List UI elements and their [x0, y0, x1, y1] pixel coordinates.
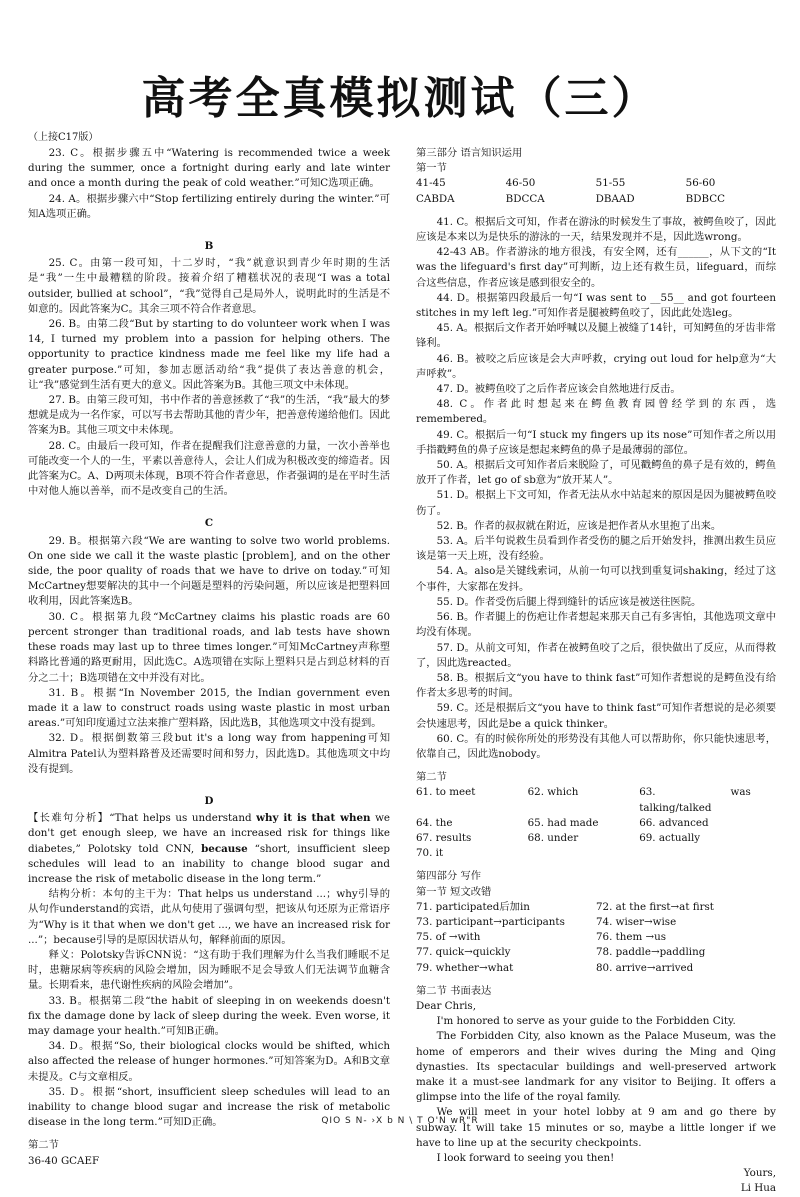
sec2-row — [416, 816, 776, 831]
correction-row — [416, 900, 776, 915]
answer-25: 25. C。由第一段可知，十二岁时，“我”就意识到青少年时期的生活是“我”一生中最糟糕的阶段。接着介绍了糟糕状况的表现“I was a total outsider, bullied at school”，“我”觉得自己是局外人，说明此时的生活是不如意的。因此答案为C。其余三项不符合作者意思。 — [28, 257, 390, 315]
right-column — [416, 146, 776, 1197]
answer-28: 28. C。由最后一段可知，作者在提醒我们注意善意的力量，一次小善举也可能改变一个人的一生，平素以善意待人，会让人们成为积极改变的缔造者。因此答案为C。A、D两项未体现，B项不符合作者意思，作者强调的是在平时生活中对他人施以善举，而不是改变自己的生活。 — [28, 439, 390, 498]
answer-group: 41-45 CABDA — [416, 177, 455, 205]
answer-group: 56-60 BDBCC — [685, 177, 725, 205]
correction-item: 79. whether→what — [416, 961, 514, 974]
answer-26: 26. B。由第二段“But by starting to do volunteer work when I was 14, I turned my problem into a passion for helping others. The opportunity to practice kindness made me feel like my life had a greater purpose.”可知，参加志愿活动给“我”提供了表达善意的机会，让“我”感觉到生活有更大的意义。因此答案为B。其他三项文中未体现。 — [28, 318, 390, 391]
answer-35: 35. D。根据“short, insufficient sleep schedules will lead to an inability to change blood sugar and increase the risk of metabolic disease in the long term.”可知D正确。 — [28, 1085, 390, 1129]
answer-29: 29. B。根据第六段“We are wanting to solve two world problems. On one side we call it the waste plastic [problem], and on the other side, the poor quality of roads that we have to drive on today.”可知McCartney想要解决的其中一个问题是塑料的污染问题，所以应该是把塑料回收利用，因此答案选B。 — [28, 534, 390, 608]
sec2-row — [416, 785, 776, 815]
answer-key-row — [416, 176, 776, 206]
answer-45: 45. A。根据后文作者开始呼喊以及腿上被缝了14针，可知鳄鱼的牙齿非常锋利。 — [416, 322, 776, 350]
correction-item: 74. wiser→wise — [596, 915, 677, 928]
answer-44: 44. D。根据第四段最后一句“I was sent to __55__ and got fourteen stitches in my left leg.”可知作者是腿被鳄鱼咬了，因此此处选leg。 — [416, 291, 776, 320]
answer-55: 55. D。作者受伤后腿上得到缝针的话应该是被送往医院。 — [436, 595, 702, 608]
fill-answer: 69. actually — [639, 831, 701, 844]
correction-item: 80. arrive→arrived — [596, 961, 694, 974]
answer-33: 33. B。根据第二段“the habit of sleeping in on weekends doesn't fix the damage done by lack of sleep during the week. Even worse, it may damage your health.”可知B正确。 — [28, 994, 390, 1037]
letter-paragraph: We will meet in your hotel lobby at 9 am and go there by subway. It will take 15 minutes or so, maybe a little longer if we have to line up at the security checkpoints. — [416, 1106, 776, 1149]
letter-signature: Li Hua — [740, 1182, 776, 1195]
answer-group: 51-55 DBAAD — [595, 177, 635, 205]
answer-54: 54. A。also是关键线索词，从前一句可以找到重复词shaking，经过了这个事件，大家都在发抖。 — [416, 565, 776, 593]
answer-24: 24. A。根据步骤六中“Stop fertilizing entirely during the winter.”可知A选项正确。 — [28, 192, 390, 220]
correction-item: 76. them →us — [596, 931, 667, 944]
answer-30: 30. C。根据第九段“McCartney claims his plastic roads are 60 percent stronger than traditional roads, and lab tests have shown these roads may last up to three times longer.”可知McCartney声称塑料路比普通的路更耐用，因此选C。A选项错在实际上塑料只是占到总材料的百分之二十；B选项错在文中并没有对比。 — [28, 610, 390, 684]
answer-41: 41. C。根据后文可知，作者在游泳的时候发生了事故，被鳄鱼咬了，因此应该是本来以为是快乐的游泳的一天，结果发现并不是，因此选wrong。 — [416, 215, 776, 244]
fill-answer: 62. which — [527, 786, 579, 799]
part2-answers: 36-40 GCAEF — [28, 1154, 100, 1167]
letter-greeting: Dear Chris, — [416, 999, 476, 1012]
sec2-heading: 第二节 — [416, 771, 447, 784]
correction-item: 77. quick→quickly — [416, 946, 511, 959]
answer-53: 53. A。后半句说救生员看到作者受伤的腿之后开始发抖，推测出救生员应该是第一天上班，没有经验。 — [416, 535, 776, 563]
section-d-heading: D — [204, 794, 214, 807]
fill-answer: 64. the — [416, 816, 453, 829]
answer-57: 57. D。从前文可知，作者在被鳄鱼咬了之后，很快做出了反应，从而得救了，因此选reacted。 — [416, 641, 776, 669]
long-sentence-analysis: 【长难句分析】“That helps us understand why it is that when we don't get enough sleep, we have an increased risk for things like diabetes,” Polotsky told CNN, because “short, insufficient sleep schedules will lead to an inability to change blood sugar and increase the risk of metabolic disease in the long term.” — [28, 812, 391, 885]
left-column — [28, 146, 390, 1169]
correction-item: 75. of →with — [416, 931, 481, 944]
answer-32: 32. D。根据倒数第三段but it's a long way from happening可知Almitra Patel认为塑料路普及还需要时间和努力，因此选D。其他选项文中均没有提到。 — [28, 732, 390, 775]
page-title: 高考全真模拟测试（三） — [141, 73, 659, 124]
answer-34: 34. D。根据“So, their biological clocks would be shifted, which also affected the release of hunger hormones.”可知答案为D。A和B文章未提及。C与文章相反。 — [28, 1040, 390, 1083]
answer-58: 58. B。根据后文“you have to think fast”可知作者想说的是鳄鱼没有给作者太多思考的时间。 — [416, 671, 776, 700]
fill-answer: 61. to meet — [416, 786, 476, 799]
answer-27: 27. B。由第三段可知，书中作者的善意拯救了“我”的生活，“我”最大的梦想就是成为一名作家，可以写书去帮助其他的青少年，把善意传递给他们。因此答案为B。其他三项文中未体现。 — [28, 394, 390, 437]
page-footer: QIO S N- ›X b N \ T O'N wR"R — [321, 1116, 479, 1126]
fill-answer: 67. results — [416, 831, 472, 844]
answer-48: 48. C。作者此时想起来在鳄鱼教育园曾经学到的东西，选remembered。 — [416, 398, 776, 426]
answer-51: 51. D。根据上下文可知，作者无法从水中站起来的原因是因为腿被鳄鱼咬伤了。 — [416, 489, 776, 517]
correction-row — [416, 945, 776, 960]
part3-subheading: 第一节 — [416, 162, 447, 175]
fill-answer: 70. it — [416, 847, 444, 860]
correction-row — [416, 915, 776, 930]
fill-answer: 66. advanced — [639, 816, 709, 829]
answer-46: 46. B。被咬之后应该是会大声呼救，crying out loud for help意为“大声呼救”。 — [416, 352, 776, 380]
answer-59: 59. C。还是根据后文“you have to think fast”可知作者想说的是必须要会快速思考，因此是be a quick thinker。 — [416, 702, 776, 730]
sec2-row — [416, 846, 776, 861]
fill-answer: 68. under — [527, 831, 579, 844]
part4-sec2-heading: 第二节 书面表达 — [416, 984, 492, 997]
answer-56: 56. B。作者腿上的伤疤让作者想起来那天自己有多害怕，其他选项文章中均没有体现。 — [416, 611, 776, 639]
answer-50: 50. A。根据后文可知作者后来脱险了，可见戳鳄鱼的鼻子是有效的，鳄鱼放开了作者，let go of sb意为“放开某人”。 — [416, 459, 776, 487]
fill-answer: 65. had made — [527, 816, 599, 829]
section-b-heading: B — [204, 240, 214, 253]
answer-23: 23. C。根据步骤五中“Watering is recommended twice a week during the summer, once a fortnight during early and late winter and once a month during the peak of cold weather.”可知C选项正确。 — [28, 147, 390, 190]
correction-item: 72. at the first→at first — [596, 900, 714, 913]
answer-49: 49. C。根据后一句“I stuck my fingers up its nose”可知作者之所以用手指戳鳄鱼的鼻子应该是想起来鳄鱼的鼻子是最薄弱的部位。 — [416, 428, 776, 456]
answer-42-43: 42-43 AB。作者游泳的地方很浅，有安全网，还有______，从下文的“It was the lifeguard's first day”可判断，边上还有救生员，lifeguard，而综合这些信息，作者应该是感到很安全的。 — [416, 246, 776, 289]
correction-item: 73. participant→participants — [416, 915, 565, 928]
letter-paragraph: I'm honored to serve as your guide to the Forbidden City. — [436, 1015, 736, 1028]
part2-heading: 第二节 — [28, 1139, 59, 1152]
answer-47: 47. D。被鳄鱼咬了之后作者应该会自然地进行反击。 — [436, 383, 681, 396]
answer-31: 31. B。根据“In November 2015, the Indian government even made it a law to construct roads using waste plastic in most urban areas.”可知印度通过立法来推广塑料路，因此选B，其他选项文中没有提到。 — [28, 686, 390, 730]
sec2-row — [416, 831, 776, 846]
answer-group: 46-50 BDCCA — [505, 177, 545, 205]
model-letter — [416, 999, 776, 1197]
correction-row — [416, 930, 776, 945]
answer-52: 52. B。作者的叔叔就在附近，应该是把作者从水里抱了出来。 — [436, 519, 722, 532]
part4-subheading: 第一节 短文改错 — [416, 885, 492, 898]
section-c-heading: C — [204, 517, 214, 530]
part4-heading: 第四部分 写作 — [416, 870, 482, 883]
correction-item: 78. paddle→paddling — [596, 946, 706, 959]
letter-paragraph: I look forward to seeing you then! — [436, 1152, 615, 1164]
correction-item: 71. participated后加in — [416, 900, 530, 913]
letter-closing: Yours, — [743, 1167, 776, 1180]
part3-heading: 第三部分 语言知识运用 — [416, 147, 523, 159]
structure-analysis: 结构分析：本句的主干为：That helps us understand ...；why引导的从句作understand的宾语，此从句使用了强调句型，把该从句还原为正常语序为“Why is it that when we don't get ..., we have an increased risk for ...”；because引导的是原因状语从句，解释前面的原因。 — [28, 888, 390, 946]
fill-answer: 63. was talking/talked — [639, 786, 751, 814]
correction-row — [416, 961, 776, 976]
edition-note: （上接C17版） — [28, 132, 99, 143]
meaning-explanation: 释义：Polotsky告诉CNN说：“这有助于我们理解为什么当我们睡眠不足时，患糖尿病等疾病的风险会增加，因为睡眠不足会导致人们无法调节血糖含量。长期看来，患代谢性疾病的风险会增加”。 — [28, 948, 390, 992]
letter-paragraph: The Forbidden City, also known as the Palace Museum, was the home of emperors and their wives during the Ming and Qing dynasties. Its spectacular buildings and well-preserved artwork make it a must-see landmark for any visitor to Beijing. It offers a glimpse into the life of the royal family. — [416, 1030, 776, 1104]
answer-60: 60. C。有的时候你所处的形势没有其他人可以帮助你，你只能快速思考，依靠自己，因此选nobody。 — [416, 732, 776, 760]
